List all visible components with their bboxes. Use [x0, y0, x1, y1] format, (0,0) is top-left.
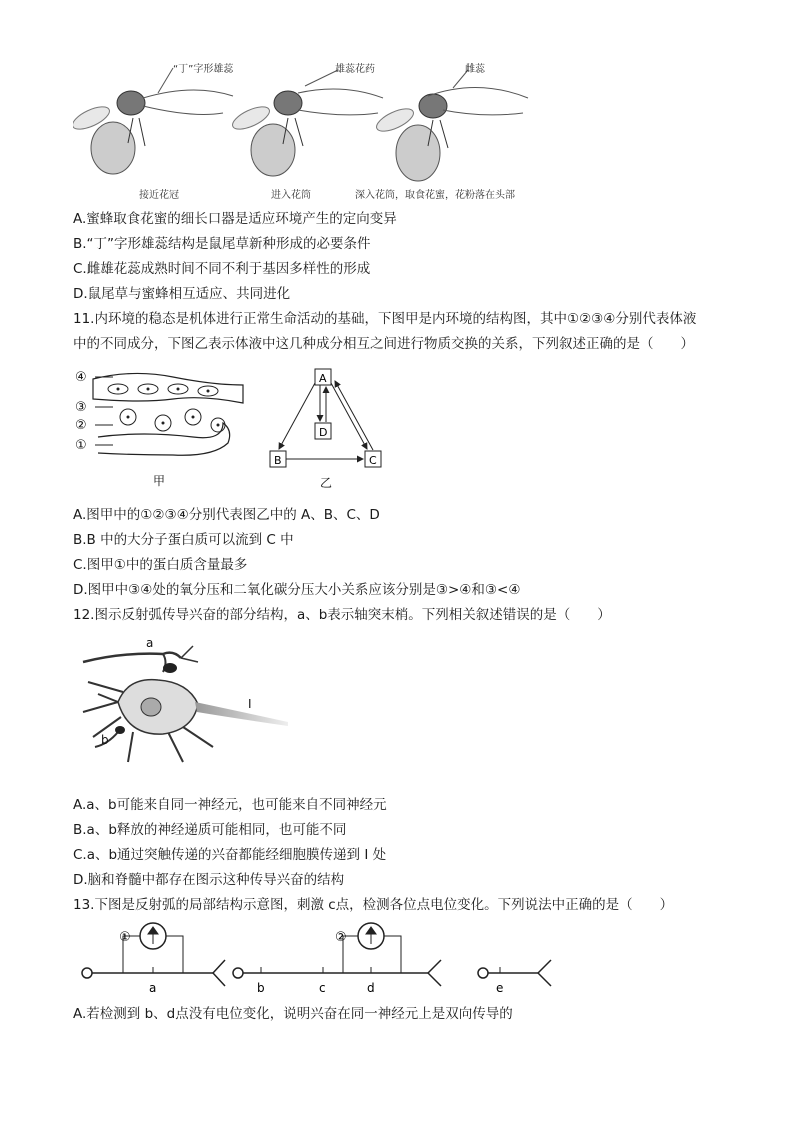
q10-option-b: B.“丁”字形雄蕊结构是鼠尾草新种形成的必要条件: [73, 236, 371, 252]
point-a: a: [149, 981, 157, 995]
q11-option-a: A.图甲中的①②③④分别代表图乙中的 A、B、C、D: [73, 507, 380, 523]
q11-option-d: D.图甲中③④处的氧分压和二氧化碳分压大小关系应该分别是③>④和③<④: [73, 582, 521, 598]
q11-stem-line2: 中的不同成分，下图乙表示体液中这几种成分相互之间进行物质交换的关系，下列叙述正确的是（ ）: [73, 336, 694, 352]
q12-option-b: B.a、b释放的神经递质可能相同，也可能不同: [73, 822, 347, 838]
jia-label-2: ②: [75, 418, 87, 433]
bee-caption-3: 深入花筒，取食花蜜，花粉落在头部: [355, 190, 515, 201]
reflex-arc-figure: [73, 920, 563, 1000]
q10-option-a: A.蜜蜂取食花蜜的细长口器是适应环境产生的定向变异: [73, 211, 397, 227]
jia-label-3: ③: [75, 400, 87, 415]
bee-caption-2: 进入花筒: [271, 190, 311, 201]
node-a-label: A: [319, 372, 327, 385]
bee-panel-1: [73, 68, 233, 174]
q12-option-a: A.a、b可能来自同一神经元，也可能来自不同神经元: [73, 797, 387, 813]
neuron-label-b: b: [101, 733, 109, 747]
point-b: b: [257, 981, 265, 995]
neuron-3-body: [478, 968, 488, 978]
neuron-1-body: [82, 968, 92, 978]
q10-option-c: C.雌雄花蕊成熟时间不同不利于基因多样性的形成: [73, 261, 371, 277]
jia-label-1: ①: [75, 438, 87, 453]
point-c: c: [319, 981, 326, 995]
q13-stem: 13.下图是反射弧的局部结构示意图，刺激 c点，检测各位点电位变化。下列说法中正确的是（ ）: [73, 897, 674, 913]
q13-option-a: A.若检测到 b、d点没有电位变化，说明兴奋在同一神经元上是双向传导的: [73, 1006, 513, 1022]
bee-label-2: 雄蕊花药: [335, 64, 375, 75]
meter-2-label: ②: [335, 930, 347, 945]
exchange-diagram-yi: [265, 365, 395, 495]
q11-option-c: C.图甲①中的蛋白质含量最多: [73, 557, 248, 573]
q12-option-c: C.a、b通过突触传递的兴奋都能经细胞膜传递到 I 处: [73, 847, 387, 863]
bee-caption-1: 接近花冠: [139, 190, 179, 201]
bee-panel-3: [373, 70, 528, 181]
point-d: d: [367, 981, 375, 995]
node-b-label: B: [274, 454, 282, 467]
jia-caption: 甲: [153, 474, 166, 488]
point-e: e: [496, 981, 504, 995]
neuron-label-a: a: [146, 636, 154, 650]
node-d-label: D: [319, 426, 328, 439]
bee-flower-figure: [73, 58, 543, 208]
meter-1-label: ①: [119, 930, 131, 945]
jia-label-4: ④: [75, 370, 87, 385]
tissue-diagram-jia: [73, 365, 248, 495]
neuron-label-i: I: [248, 697, 252, 711]
q12-option-d: D.脑和脊髓中都存在图示这种传导兴奋的结构: [73, 872, 345, 888]
neuron-2-body: [233, 968, 243, 978]
q11-stem-line1: 11.内环境的稳态是机体进行正常生命活动的基础，下图甲是内环境的结构图，其中①②③④分别代表体液: [73, 311, 697, 327]
bee-label-1: “丁”字形雄蕊: [173, 64, 234, 75]
q12-stem: 12.图示反射弧传导兴奋的部分结构，a、b表示轴突末梢。下列相关叙述错误的是（ ）: [73, 607, 611, 623]
bee-label-3: 雌蕊: [465, 64, 485, 75]
neuron-figure: [73, 632, 298, 782]
bee-panel-2: [229, 70, 383, 176]
yi-caption: 乙: [320, 476, 333, 490]
q11-option-b: B.B 中的大分子蛋白质可以流到 C 中: [73, 532, 294, 548]
q10-option-d: D.鼠尾草与蜜蜂相互适应、共同进化: [73, 286, 291, 302]
node-c-label: C: [369, 454, 377, 467]
